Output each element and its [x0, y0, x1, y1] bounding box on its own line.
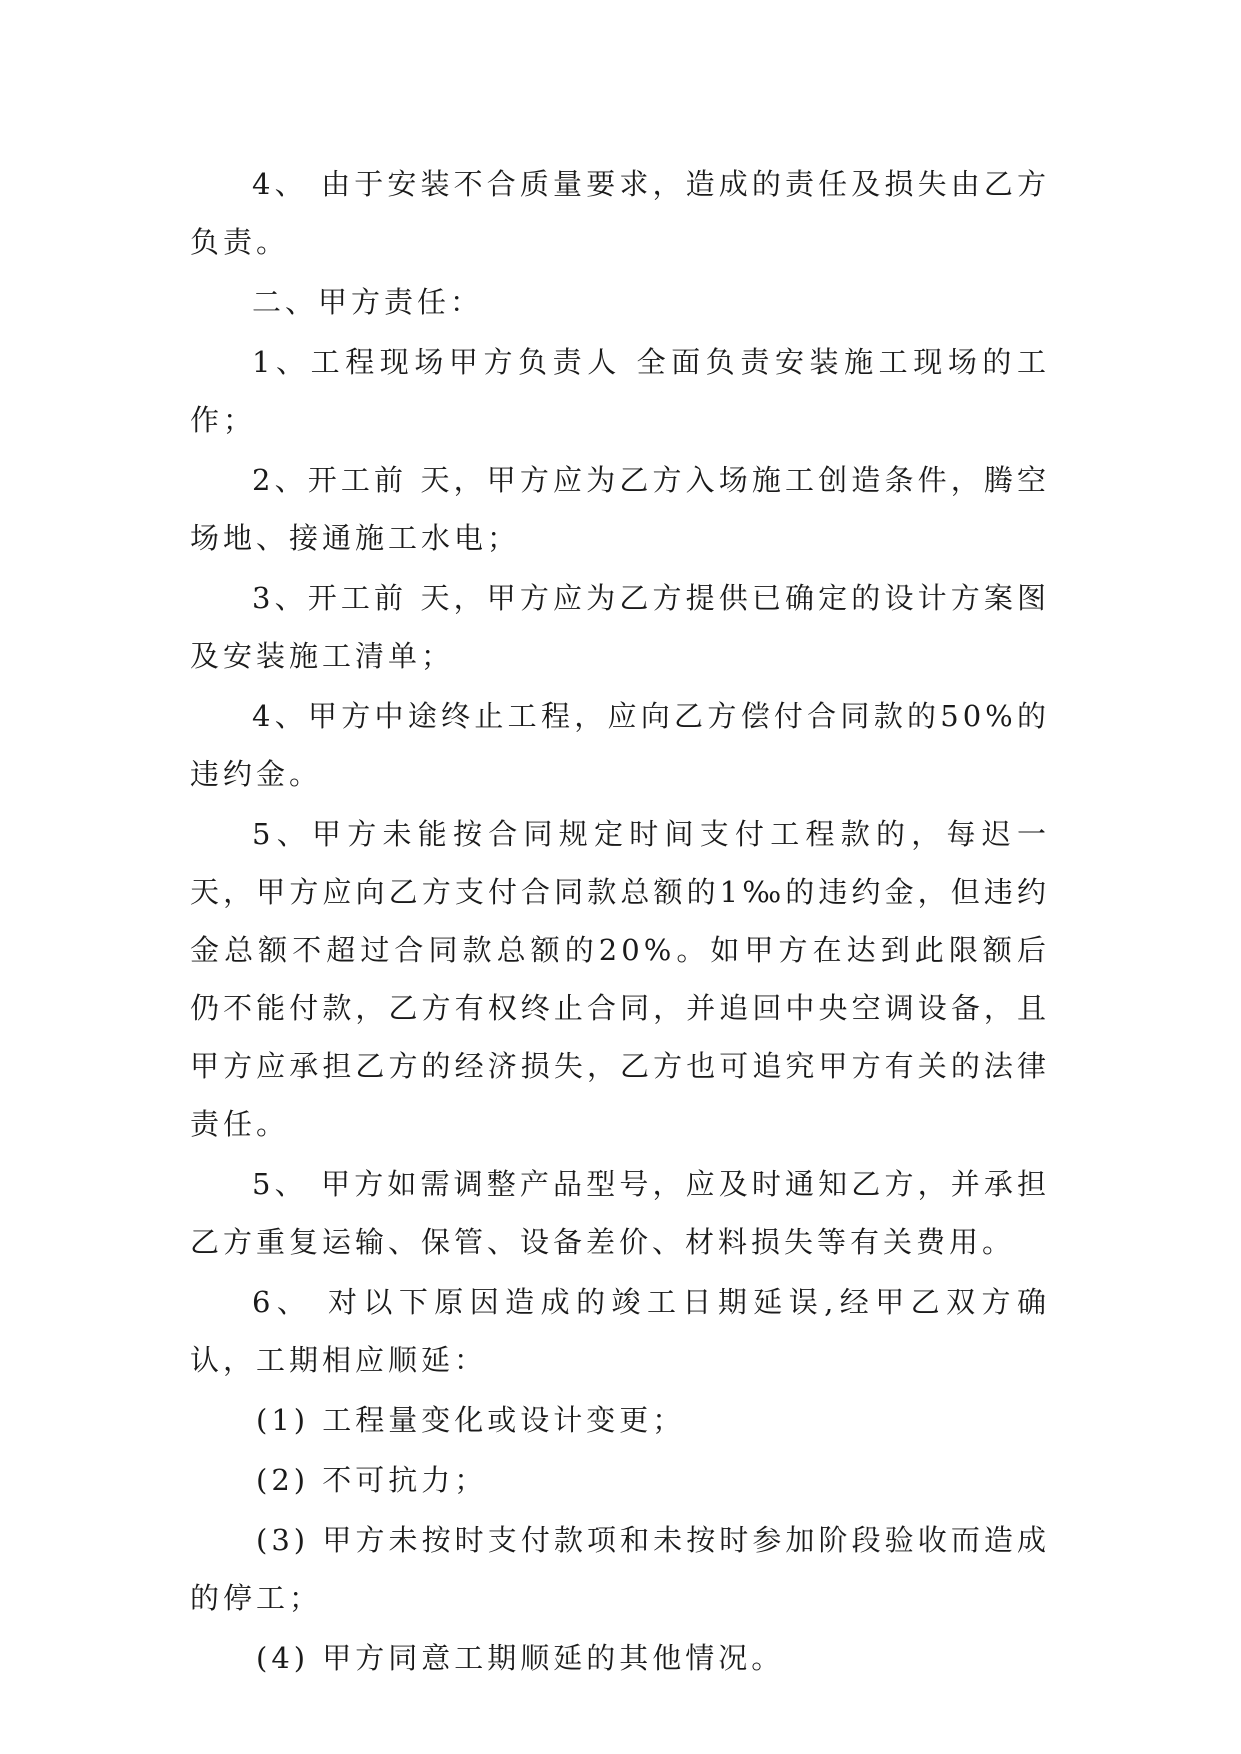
clause-paragraph: 1、工程现场甲方负责人 全面负责安装施工现场的工作；	[190, 345, 1050, 437]
list-item: (3) 甲方未按时支付款项和未按时参加阶段验收而造成的停工；	[190, 1523, 1050, 1615]
clause-paragraph: 4、甲方中途终止工程，应向乙方偿付合同款的50%的违约金。	[190, 699, 1050, 791]
clause-paragraph: 5、 甲方如需调整产品型号，应及时通知乙方，并承担乙方重复运输、保管、设备差价、材料损失等有关费用。	[190, 1167, 1050, 1259]
section-heading: 二、甲方责任：	[252, 285, 484, 319]
list-item: (1) 工程量变化或设计变更；	[256, 1403, 686, 1437]
document-body	[190, 155, 1050, 1687]
clause-paragraph: 6、 对以下原因造成的竣工日期延误,经甲乙双方确认，工期相应顺延：	[190, 1285, 1050, 1377]
list-item: (2) 不可抗力；	[256, 1463, 488, 1497]
clause-paragraph: 2、开工前 天，甲方应为乙方入场施工创造条件，腾空场地、接通施工水电；	[190, 463, 1050, 555]
list-item: (4) 甲方同意工期顺延的其他情况。	[256, 1641, 785, 1675]
clause-paragraph: 5、甲方未能按合同规定时间支付工程款的，每迟一天，甲方应向乙方支付合同款总额的1‰的违约金，但违约金总额不超过合同款总额的20%。如甲方在达到此限额后仍不能付款，乙方有权终止合同，并追回中央空调设备，且甲方应承担乙方的经济损失，乙方也可追究甲方有关的法律责任。	[190, 817, 1050, 1141]
clause-paragraph: 4、 由于安装不合质量要求，造成的责任及损失由乙方负责。	[190, 167, 1050, 259]
clause-paragraph: 3、开工前 天，甲方应为乙方提供已确定的设计方案图及安装施工清单；	[190, 581, 1050, 673]
